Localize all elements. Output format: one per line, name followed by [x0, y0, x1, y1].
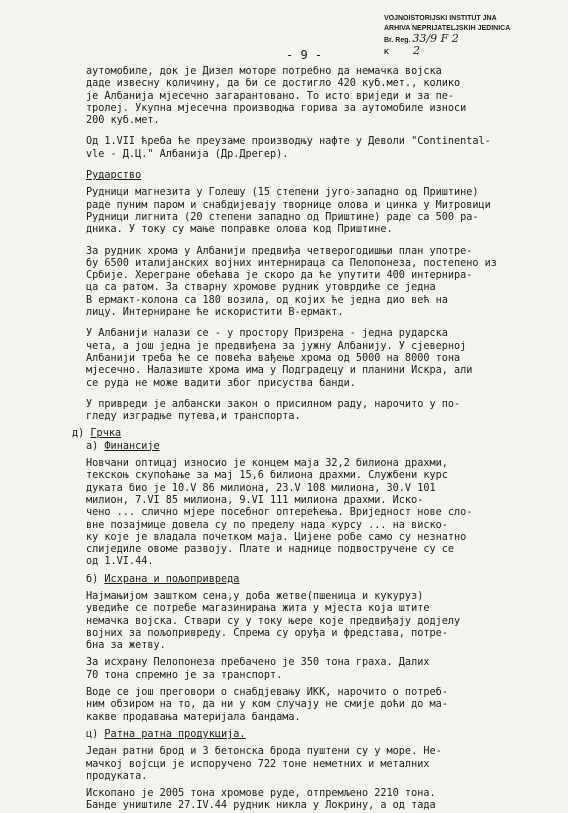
text-line: ца са ратом. За стварну хромове рудник утоврдиће се једна: [86, 282, 436, 294]
text-line: вне позајмице довела су по пределу нада курсу ... на виско-: [86, 519, 448, 531]
text-line: уведиће се потребе магазинирања жита у мјеста која штите: [86, 603, 430, 615]
finance-paragraph: [86, 458, 556, 569]
tail-paragraph: [86, 788, 556, 813]
archive-stamp: [384, 14, 534, 58]
subsection-marker: б): [86, 573, 99, 585]
text-line: ку које је владала почетком маја. Цијене робе само су незнатно: [86, 531, 467, 543]
stamp-reg-value: 33/9 F 2: [412, 34, 459, 45]
text-line: гледу изградње путева,и транспорта.: [86, 411, 301, 423]
text-line: раде пуним паром и снабдијевају творнице олова и цинка у Митровици: [86, 199, 491, 211]
text-line: лицу. Интерниране ће искористити В-ермакт.: [86, 307, 344, 319]
document-body: [72, 66, 556, 813]
oil-paragraph: [86, 136, 556, 161]
subsection-title: Исхрана и пољопривреда: [104, 573, 240, 585]
labor-paragraph: [86, 399, 556, 424]
text-line: дника. У току су мање поправке олова код Приштине.: [86, 224, 393, 236]
text-line: ним обзиром на то, да ни у ком случају не смије доћи до ма-: [86, 699, 448, 711]
subsection-marker: ц): [86, 728, 99, 740]
magnesite-paragraph: [86, 187, 556, 236]
text-line: немачка војска. Ствари су у току њере које предвиђају додјелу: [86, 615, 461, 627]
section-heading-mining: Рударство: [86, 170, 142, 182]
text-line: слиједиле овоме развоју. Плате и наднице подвостручене су се: [86, 544, 455, 556]
text-line: Најмањијом заштком сена,у доба жетве(пшеница и кукуруз): [86, 590, 424, 602]
subsection-title: Финансије: [104, 440, 160, 452]
text-line: мачкој војсци је испоручено 722 тоне неметних и металних: [86, 758, 430, 770]
text-line: У привреди је албански закон о присилном раду, нарочито у по-: [86, 398, 461, 410]
harvest-paragraph: [86, 591, 556, 652]
text-line: чета, а још једна је предвиђена за јужну Албанију. У сјеверној: [86, 340, 467, 352]
text-line: бна за жетву.: [86, 640, 166, 652]
text-line: продуката.: [86, 770, 148, 782]
subsection-marker: а): [86, 440, 99, 452]
page-number: - 9 -: [286, 48, 323, 62]
stamp-reg-row: [384, 34, 534, 46]
subsection-heading-agriculture: [86, 574, 556, 586]
negotiation-paragraph: [86, 687, 556, 724]
stamp-k-row: [384, 46, 534, 58]
section-marker: д): [72, 428, 85, 440]
text-line: Од 1.VII ћреба ће преузаме производњу нафте у Деволи "Continental-: [86, 136, 491, 148]
ships-paragraph: [86, 746, 556, 783]
stamp-institute: VOJNOISTORIJSKI INSTITUT JNA: [384, 15, 497, 22]
text-line: 200 куб.мет.: [86, 115, 160, 127]
text-line: текскоњ скупоћање за мај 15,6 билиона драхми. Службени курс: [86, 470, 448, 482]
text-line: У Албанији налази се - у простору Призрена - једна рударска: [86, 328, 448, 340]
text-line: Рудници магнезита у Голешу (15 степени југо-западно од Приштине): [86, 187, 479, 199]
prizren-paragraph: [86, 328, 556, 389]
text-line: Албанији треба ће се повећа вађење хрома од 5000 на 8000 тона: [86, 352, 461, 364]
text-line: чено ... слично мјере посебног оптерећења. Вриједност нове сло-: [86, 507, 473, 519]
subsection-heading-finance: [86, 441, 556, 453]
text-line: бу 6500 италијанских војних интернираца са Пелопонеза, постепено из: [86, 257, 497, 269]
stamp-reg-label: Br. Reg.: [384, 37, 411, 44]
text-line: Србије. Херегране обећава је скоро да ће упутити 400 интернира-: [86, 270, 473, 282]
intro-paragraph: [86, 66, 556, 127]
text-line: од 1.VI.44.: [86, 556, 154, 568]
text-line: Један ратни брод и 3 бетонска брода пуштени су у море. Не-: [86, 746, 442, 758]
text-line: В ермакт-колона са 180 возила, од којих ће једна дио већ на: [86, 294, 448, 306]
text-line: тролеј. Укупна мјесечна производња горива за аутомобиле износи: [86, 102, 467, 114]
text-line: какве продавања материјала бандама.: [86, 711, 301, 723]
peloponnese-paragraph: [86, 657, 556, 682]
text-line: 70 тона спремно је за транспорт.: [86, 669, 283, 681]
text-line: За исхрану Пелопонеза пребачено је 350 тона граха. Далих: [86, 657, 430, 669]
section-heading-greece: [72, 428, 556, 440]
text-line: vle - Д.Ц." Албанија (Др.Дрегер).: [86, 148, 289, 160]
text-line: је Албанија мјесечно загарантовано. То исто вриједи и за пе-: [86, 90, 455, 102]
text-line: За рудник хрома у Албанији предвиђа четверогодишњи план употре-: [86, 245, 473, 257]
text-line: даде извесну количину, да би се достигло 420 куб.мет., колико: [86, 78, 461, 90]
text-line: мјесечно. Налазиште хрома има у Подградецу и планини Искра, али: [86, 365, 473, 377]
stamp-archive: ARHIVA NEPRIJATELJSKIH JEDINICA: [384, 25, 511, 32]
stamp-k-value: 2: [413, 46, 421, 57]
stamp-k-label: K: [384, 49, 390, 56]
text-line: Рудници лигнита (20 степени западно од Приштине) раде са 500 ра-: [86, 211, 479, 223]
text-line: Воде се још преговори о снабдјевању ИКК, нарочито о потреб-: [86, 687, 448, 699]
text-line: војних за пољопривреду. Спрема су оруђа и фредстава, потре-: [86, 627, 448, 639]
text-line: дуката био је 10.V 86 милиона, 23.V 108 милиона, 30.V 101: [86, 482, 436, 494]
text-line: Банде уништиле 27.IV.44 рудник никла у Локрину, а од тада: [86, 800, 436, 812]
chrome-paragraph: [86, 246, 556, 320]
text-line: Ископано је 2005 тона хромове руде, отпремљено 2210 тона.: [86, 788, 436, 800]
text-line: се руда не може вадити због присуства банди.: [86, 377, 356, 389]
text-line: аутомобиле, док је Дизел моторе потребно да немачка војска: [86, 66, 442, 77]
section-title: Грчка: [90, 428, 122, 440]
text-line: Новчани оптицај износио је концем маја 32,2 билиона драхми,: [86, 458, 448, 470]
subsection-heading-war-production: [86, 729, 556, 741]
text-line: милион, 7.VI 85 милиона, 9.VI 111 милиона драхми. Иско-: [86, 494, 424, 506]
subsection-title: Ратна ратна продукција.: [104, 728, 246, 740]
